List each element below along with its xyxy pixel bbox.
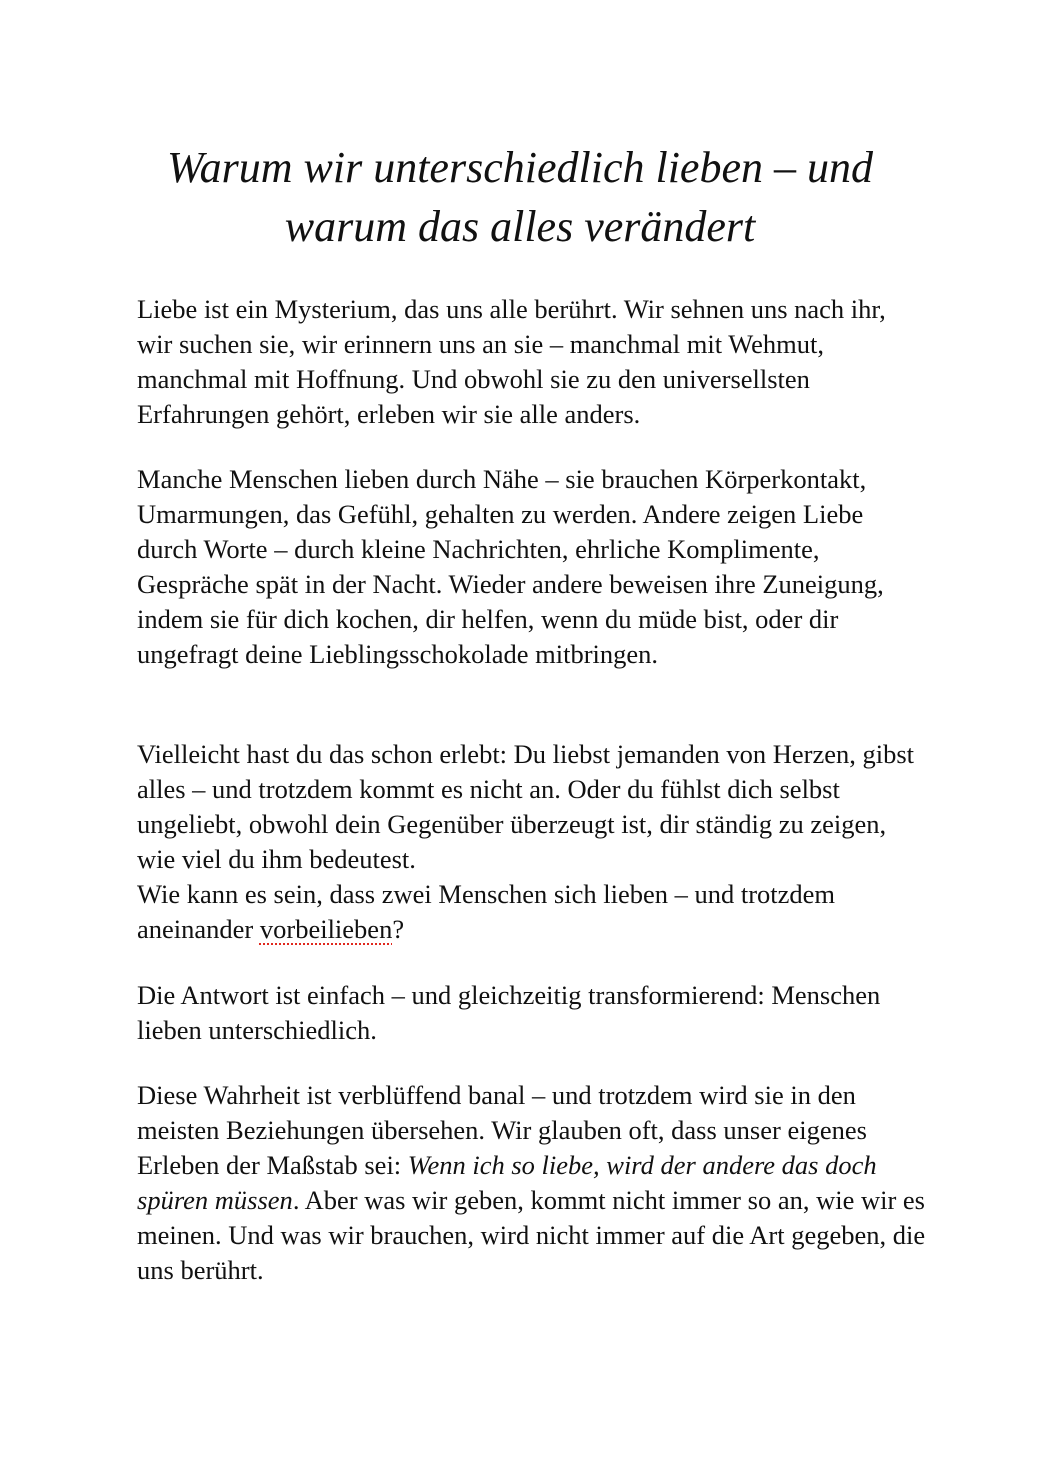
paragraph-5-text-b: . Aber was wir geben, kommt nicht immer so an, wie wir es meinen. Und was wir brauchen, wird nicht immer auf die Art gegeben, die uns berührt. [137,1185,926,1285]
paragraph-5-text-a: Diese Wahrheit ist verblüffend banal – und trotzdem wird sie in den meisten Beziehungen übersehen. Wir glauben oft, dass unser eigenes Erleben der Maßstab sei: [137,1080,867,1180]
document-title [120,138,920,256]
paragraph-3-text-c: ? [392,914,405,944]
title-line-2: warum das alles verändert [284,202,756,251]
paragraph-5-italic-quote: Wenn ich so liebe, wird der andere das doch spüren müssen [137,1150,877,1215]
paragraph-3-text-a: Vielleicht hast du das schon erlebt: Du liebst jemanden von Herzen, gibst alles – und trotzdem kommt es nicht an. Oder du fühlst dich selbst ungeliebt, obwohl dein Gegenüber überzeugt ist, dir ständig zu zeigen, wie viel du ihm bedeutest. [137,739,915,874]
paragraph-3 [137,737,927,947]
paragraph-2: Manche Menschen lieben durch Nähe – sie brauchen Körperkontakt, Umarmungen, das Gefühl, gehalten zu werden. Andere zeigen Liebe durch Worte – durch kleine Nachrichten, ehrliche Komplimente, Gespräche spät in der Nacht. Wieder andere beweisen ihre Zuneigung, indem sie für dich kochen, dir helfen, wenn du müde bist, oder dir ungefragt deine Lieblingsschokolade mitbringen. [137,464,884,669]
paragraph-3-text-b: Wie kann es sein, dass zwei Menschen sich lieben – und trotzdem aneinander [137,879,836,944]
paragraph-1: Liebe ist ein Mysterium, das uns alle berührt. Wir sehnen uns nach ihr, wir suchen sie, wir erinnern uns an sie – manchmal mit Wehmut, manchmal mit Hoffnung. Und obwohl sie zu den universellsten Erfahrungen gehört, erleben wir sie alle anders. [137,294,886,429]
spellcheck-flagged-word[interactable]: vorbeilieben [259,914,393,944]
paragraph-4: Die Antwort ist einfach – und gleichzeitig transformierend: Menschen lieben unterschiedlich. [137,980,881,1045]
title-line-1: Warum wir unterschiedlich lieben – und [167,143,873,192]
paragraph-5 [137,1078,927,1288]
